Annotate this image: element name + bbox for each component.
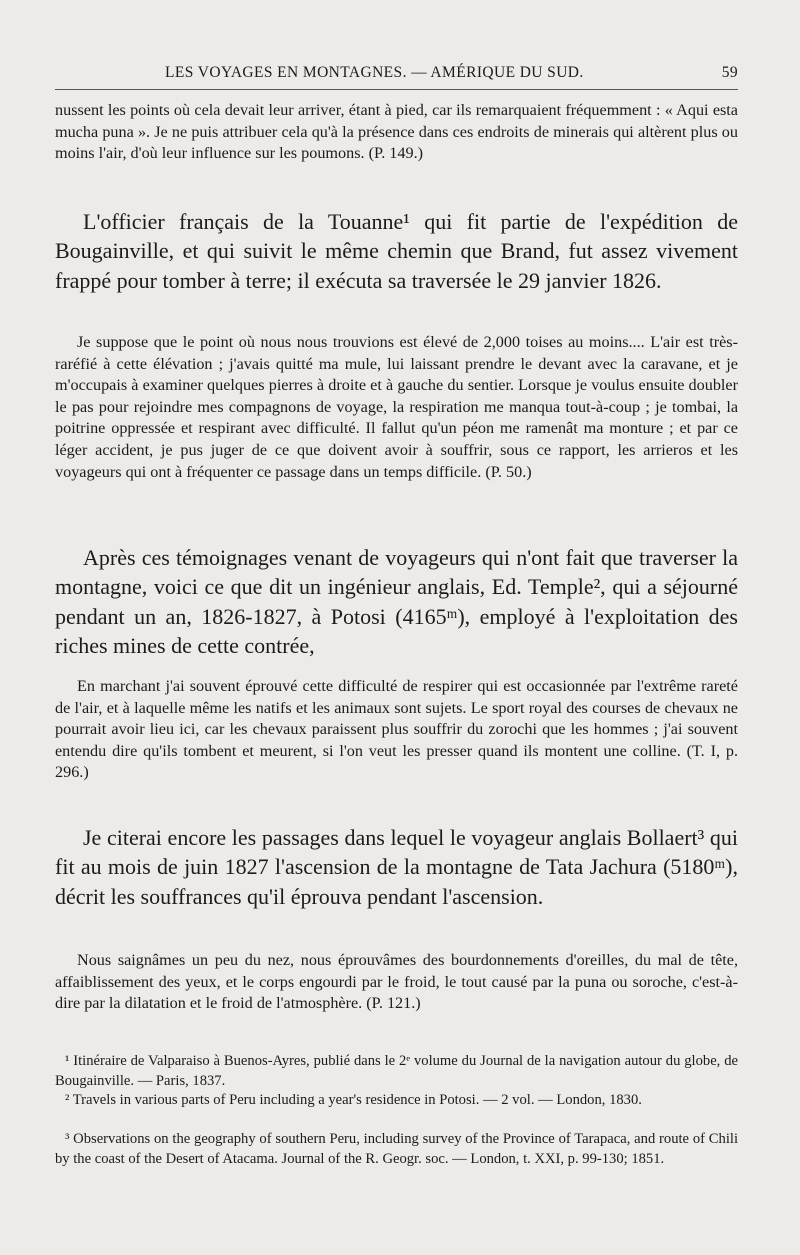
quote-continuation: nussent les points où cela devait leur arriver, étant à pied, car ils remarquaient fréquemment : « Aqui esta mucha puna ». Je ne puis attribuer cela qu'à la présence dans ces endroits de minerais qui altèrent plus ou moins l'air, d'où leur influence sur les poumons. (P. 149.): [55, 101, 738, 163]
footnote-2: ² Travels in various parts of Peru including a year's residence in Potosi. — 2 vol. — London, 1830.: [65, 1092, 642, 1108]
paragraph-touanne: L'officier français de la Touanne¹ qui fit partie de l'expédition de Bougainville, et qui suivit le même chemin que Brand, fut assez vivement frappé pour tomber à terre; il exécuta sa traversée le 29 janvier 1826.: [55, 209, 738, 293]
page-number: 59: [721, 64, 738, 81]
quote-bollaert: Nous saignâmes un peu du nez, nous éprouvâmes des bourdonnements d'oreilles, du mal de tête, affaiblissement des yeux, et le corps engourdi par le froid, le tout causé par la puna ou soroche, c'est-à-dire par la dilatation et le froid de l'atmosphère. (P. 121.): [55, 951, 738, 1013]
paragraph-temple: Après ces témoignages venant de voyageurs qui n'ont fait que traverser la montagne, voici ce que dit un ingénieur anglais, Ed. Temple², qui a séjourné pendant un an, 1826-1827, à Potosi (4165ᵐ), employé à l'exploitation des riches mines de cette contrée,: [55, 545, 738, 658]
running-title: LES VOYAGES EN MONTAGNES. — AMÉRIQUE DU SUD.: [165, 64, 584, 81]
paragraph-bollaert: Je citerai encore les passages dans lequel le voyageur anglais Bollaert³ qui fit au mois de juin 1827 l'ascension de la montagne de Tata Jachura (5180ᵐ), décrit les souffrances qu'il éprouva pendant l'ascension.: [55, 825, 738, 909]
footnote-1: ¹ Itinéraire de Valparaiso à Buenos-Ayres, publié dans le 2ᵉ volume du Journal de la navigation autour du globe, de Bougainville. — Paris, 1837.: [55, 1053, 738, 1089]
quote-touanne: Je suppose que le point où nous nous trouvions est élevé de 2,000 toises au moins.... L'air est très-raréfié à cette élévation ; j'avais quitté ma mule, lui laissant prendre le devant avec la caravane, et je m'occupais à examiner quelques pierres à droite et à gauche du sentier. Lorsque je voulus ensuite doubler le pas pour rejoindre mes compagnons de voyage, la respiration me manqua tout-à-coup ; je tombai, la poitrine oppressée et respirant avec difficulté. Il fallut qu'un péon me ramenât ma monture ; et par ce léger accident, je pus juger de ce que doivent avoir à souffrir, sous ce rapport, les arrieros et les voyageurs qui ont à fréquenter ce passage dans un temps difficile. (P. 50.): [55, 333, 738, 481]
header-rule: [55, 89, 738, 90]
quote-temple: En marchant j'ai souvent éprouvé cette difficulté de respirer qui est occasionnée par l'extrême rareté de l'air, et à laquelle même les natifs et les animaux sont sujets. Le sport royal des courses de chevaux ne pourrait avoir lieu ici, car les chevaux paraissent plus souffrir du zorochi que les hommes ; j'ai souvent entendu dire qu'ils tombent et meurent, si l'on veut les presser quand ils montent une colline. (T. I, p. 296.): [55, 677, 738, 782]
running-header: [55, 64, 738, 86]
footnote-3: ³ Observations on the geography of southern Peru, including survey of the Province of Tarapaca, and route of Chili by the coast of the Desert of Atacama. Journal of the R. Geogr. soc. — London, t. XXI, p. 99-130; 1851.: [55, 1131, 738, 1167]
